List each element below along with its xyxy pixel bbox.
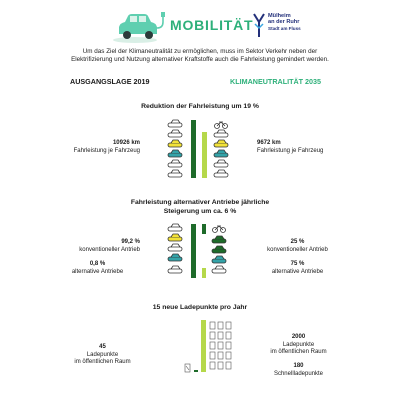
- section2-left-conv: [55, 239, 140, 254]
- section3-right-label: im öffentlichen Raum: [270, 349, 327, 355]
- section2-right-alt-label: alternative Antriebe: [271, 268, 324, 275]
- section2-right-conv-label: konventioneller Antrieb: [267, 246, 328, 253]
- intro-text: Um das Ziel der Klimaneutralität zu ermöglichen, muss im Sektor Verkehr neben der Elektrifizierung und Nutzung alternativer Kraftstoffe auch die Fahrleistung gemindert werden.: [71, 48, 329, 63]
- section2-title: [100, 199, 300, 216]
- section1-left-label: Fahrleistung je Fahrzeug: [73, 147, 140, 154]
- section3-right-stat: [256, 334, 341, 357]
- city-logo-line: Mülheim: [268, 13, 291, 19]
- brand-title: MOBILITÄT: [170, 17, 254, 33]
- section3-left-value: 45: [99, 344, 106, 350]
- charging-station-icon: [185, 364, 190, 372]
- section3-left-label: im öffentlichen Raum: [74, 359, 131, 365]
- section3-title: 15 neue Ladepunkte pro Jahr: [152, 304, 248, 311]
- section1-right-value: 9672 km: [257, 140, 281, 146]
- city-logo-text: [268, 13, 308, 32]
- section2-left-alt-label: alternative Antriebe: [71, 268, 124, 275]
- charging-station-grid-icon: [210, 322, 231, 369]
- bar-2035-alt: [202, 268, 206, 278]
- electric-car-logo-icon: [113, 10, 165, 44]
- section2-right-conv-value: 25 %: [290, 239, 305, 245]
- section2-left-conv-value: 99,2 %: [121, 239, 140, 245]
- city-logo-line: an der Ruhr: [268, 19, 300, 26]
- section3-right-value2: 180: [293, 363, 304, 369]
- section1-right-stat: [257, 140, 337, 155]
- bar-2035: [202, 132, 207, 178]
- section3-left-stat: [60, 344, 145, 367]
- section1-right-label: Fahrleistung je Fahrzeug: [257, 147, 324, 154]
- car-icon-column: [168, 120, 182, 177]
- bar-2019: [191, 120, 196, 178]
- bar-2035-charging: [201, 320, 206, 372]
- bar-2019-charging: [194, 370, 198, 372]
- section1-graphic: [160, 118, 240, 180]
- section2-left-alt-value: 0,8 %: [89, 261, 106, 267]
- section3-right-label: Ladepunkte: [282, 341, 315, 348]
- section2-right-alt: [255, 261, 340, 276]
- section2-left-conv-label: konventioneller Antrieb: [79, 246, 140, 253]
- section1-title: Reduktion der Fahrleistung um 19 %: [141, 103, 259, 110]
- section1-left-stat: [60, 140, 140, 155]
- section3-left-label: Ladepunkte: [86, 351, 119, 358]
- city-logo-line: Stadt am Fluss: [268, 25, 301, 31]
- section2-title-line: Steigerung um ca. 6 %: [163, 207, 237, 215]
- section2-graphic: [160, 222, 240, 280]
- section2-left-alt: [55, 261, 140, 276]
- bar-2035-conv: [202, 224, 206, 234]
- section3-right-label2: Schnellladepunkte: [273, 370, 324, 377]
- section3-right-stat2: [256, 363, 341, 378]
- section2-title-line: Fahrleistung alternativer Antriebe jährliche: [130, 199, 270, 206]
- section3-right-value: 2000: [291, 334, 306, 340]
- section2-right-conv: [255, 239, 340, 254]
- section2-right-alt-value: 75 %: [290, 261, 305, 267]
- city-crest-icon: [253, 12, 265, 38]
- section1-left-value: 10926 km: [112, 140, 140, 146]
- bicycle-icon: [215, 122, 228, 129]
- column-heading-2019: AUSGANGSLAGE 2019: [70, 77, 150, 86]
- section3-graphic: [180, 318, 240, 374]
- bicycle-icon: [213, 226, 226, 233]
- column-heading-2035: KLIMANEUTRALITÄT 2035: [230, 77, 322, 86]
- bar-2019-conv: [191, 224, 196, 278]
